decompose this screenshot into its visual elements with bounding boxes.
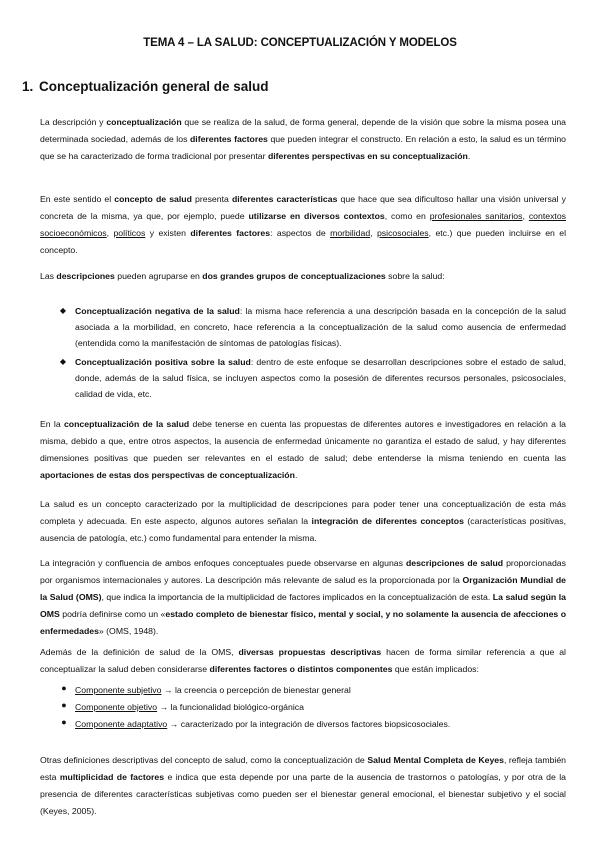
bullet-item: Conceptualización positiva sobre la salud: dentro de este enfoque se desarrollan descripciones sobre el estado de salud, donde, además de la salud física, se incluyen aspectos como la posesión de diferentes recursos personales, psicosociales, calidad de vida, etc. — [75, 357, 566, 399]
page-title: TEMA 4 – LA SALUD: CONCEPTUALIZACIÓN Y MODELOS — [143, 37, 457, 49]
diamond-bullet-icon: ◆ — [59, 357, 67, 366]
paragraph-4: En la conceptualización de la salud debe tenerse en cuenta las propuestas de diferentes autores e investigadores en relación a la misma, debido a que, entre otros aspectos, la ausencia de enfermedad únicamente no garantiza el estado de salud, y hay diferentes dimensiones positivas que pueden ser relevantes en el estado de salud; debe entenderse la misma teniendo en cuenta las aportaciones de estas dos perspectivas de conceptualización. — [40, 419, 566, 480]
paragraph-5: La salud es un concepto caracterizado por la multiplicidad de descripciones para poder tener una conceptualización de esta más completa y adecuada. En este aspecto, algunos autores señalan la integración de diferentes conceptos (características positivas, ausencia de patología, etc.) como fundamental para entender la misma. — [40, 499, 567, 543]
section-heading-text: Conceptualización general de salud — [39, 79, 269, 94]
bullet-dot-icon: ● — [61, 717, 67, 727]
paragraph-7: Además de la definición de salud de la OMS, diversas propuestas descriptivas hacen de forma similar referencia a que al conceptualizar la salud deben considerarse diferentes factores o distintos componentes que están implicados: — [40, 647, 566, 674]
component-item: Componente adaptativo → caracterizado por la integración de diversos factores biopsicosociales. — [75, 719, 451, 729]
bullet-dot-icon: ● — [61, 683, 67, 693]
paragraph-8: Otras definiciones descriptivas del concepto de salud, como la conceptualización de Salud Mental Completa de Keyes, refleja también esta multiplicidad de factores e indica que esta depende por una parte de la ausencia de trastornos o patologías, y por otra de la presencia de diferentes características subjetivas como pueden ser el bienestar general emocional, el bienestar subjetivo y el social (Keyes, 2005). — [40, 755, 567, 816]
diamond-bullet-icon: ◆ — [59, 306, 67, 315]
paragraph-2: En este sentido el concepto de salud presenta diferentes características que hace que sea dificultoso hallar una visión universal y concreta de la misma, ya que, por ejemplo, puede utilizarse en diversos contextos, como en profesionales sanitarios, contextos socioeconómicos, políticos y existen diferentes factores: aspectos de morbilidad, psicosociales, etc.) que pueden incluirse en el concepto. — [40, 194, 567, 255]
section-heading — [22, 79, 269, 94]
bullet-dot-icon: ● — [61, 700, 67, 710]
component-item: Componente subjetivo → la creencia o percepción de bienestar general — [75, 685, 351, 695]
component-item: Componente objetivo → la funcionalidad biológico-orgánica — [75, 702, 304, 712]
paragraph-3: Las descripciones pueden agruparse en dos grandes grupos de conceptualizaciones sobre la salud: — [40, 271, 445, 281]
bullet-item: Conceptualización negativa de la salud: la misma hace referencia a una descripción basada en la concepción de la salud asociada a la morbilidad, en concreto, hace referencia a la conceptualización de la salud como ausencia de enfermedad (entendida como la manifestación de síntomas de patologías físicas). — [75, 306, 566, 348]
paragraph-1: La descripción y conceptualización que se realiza de la salud, de forma general, depende de la visión que sobre la misma posea una determinada sociedad, además de los diferentes factores que pueden integrar el constructo. En relación a esto, la salud es un término que se ha caracterizado de forma tradicional por presentar diferentes perspectivas en su conceptualización. — [40, 117, 567, 161]
paragraph-6: La integración y confluencia de ambos enfoques conceptuales puede observarse en algunas descripciones de salud proporcionadas por organismos internacionales y autores. La descripción más relevante de salud es la proporcionada por la Organización Mundial de la Salud (OMS), que indica la importancia de la multiplicidad de factores implicados en la conceptualización de esta. La salud según la OMS podría definirse como un «estado completo de bienestar físico, mental y social, y no solamente la ausencia de afecciones o enfermedades» (OMS, 1948). — [40, 558, 567, 636]
section-number: 1. — [22, 79, 34, 94]
